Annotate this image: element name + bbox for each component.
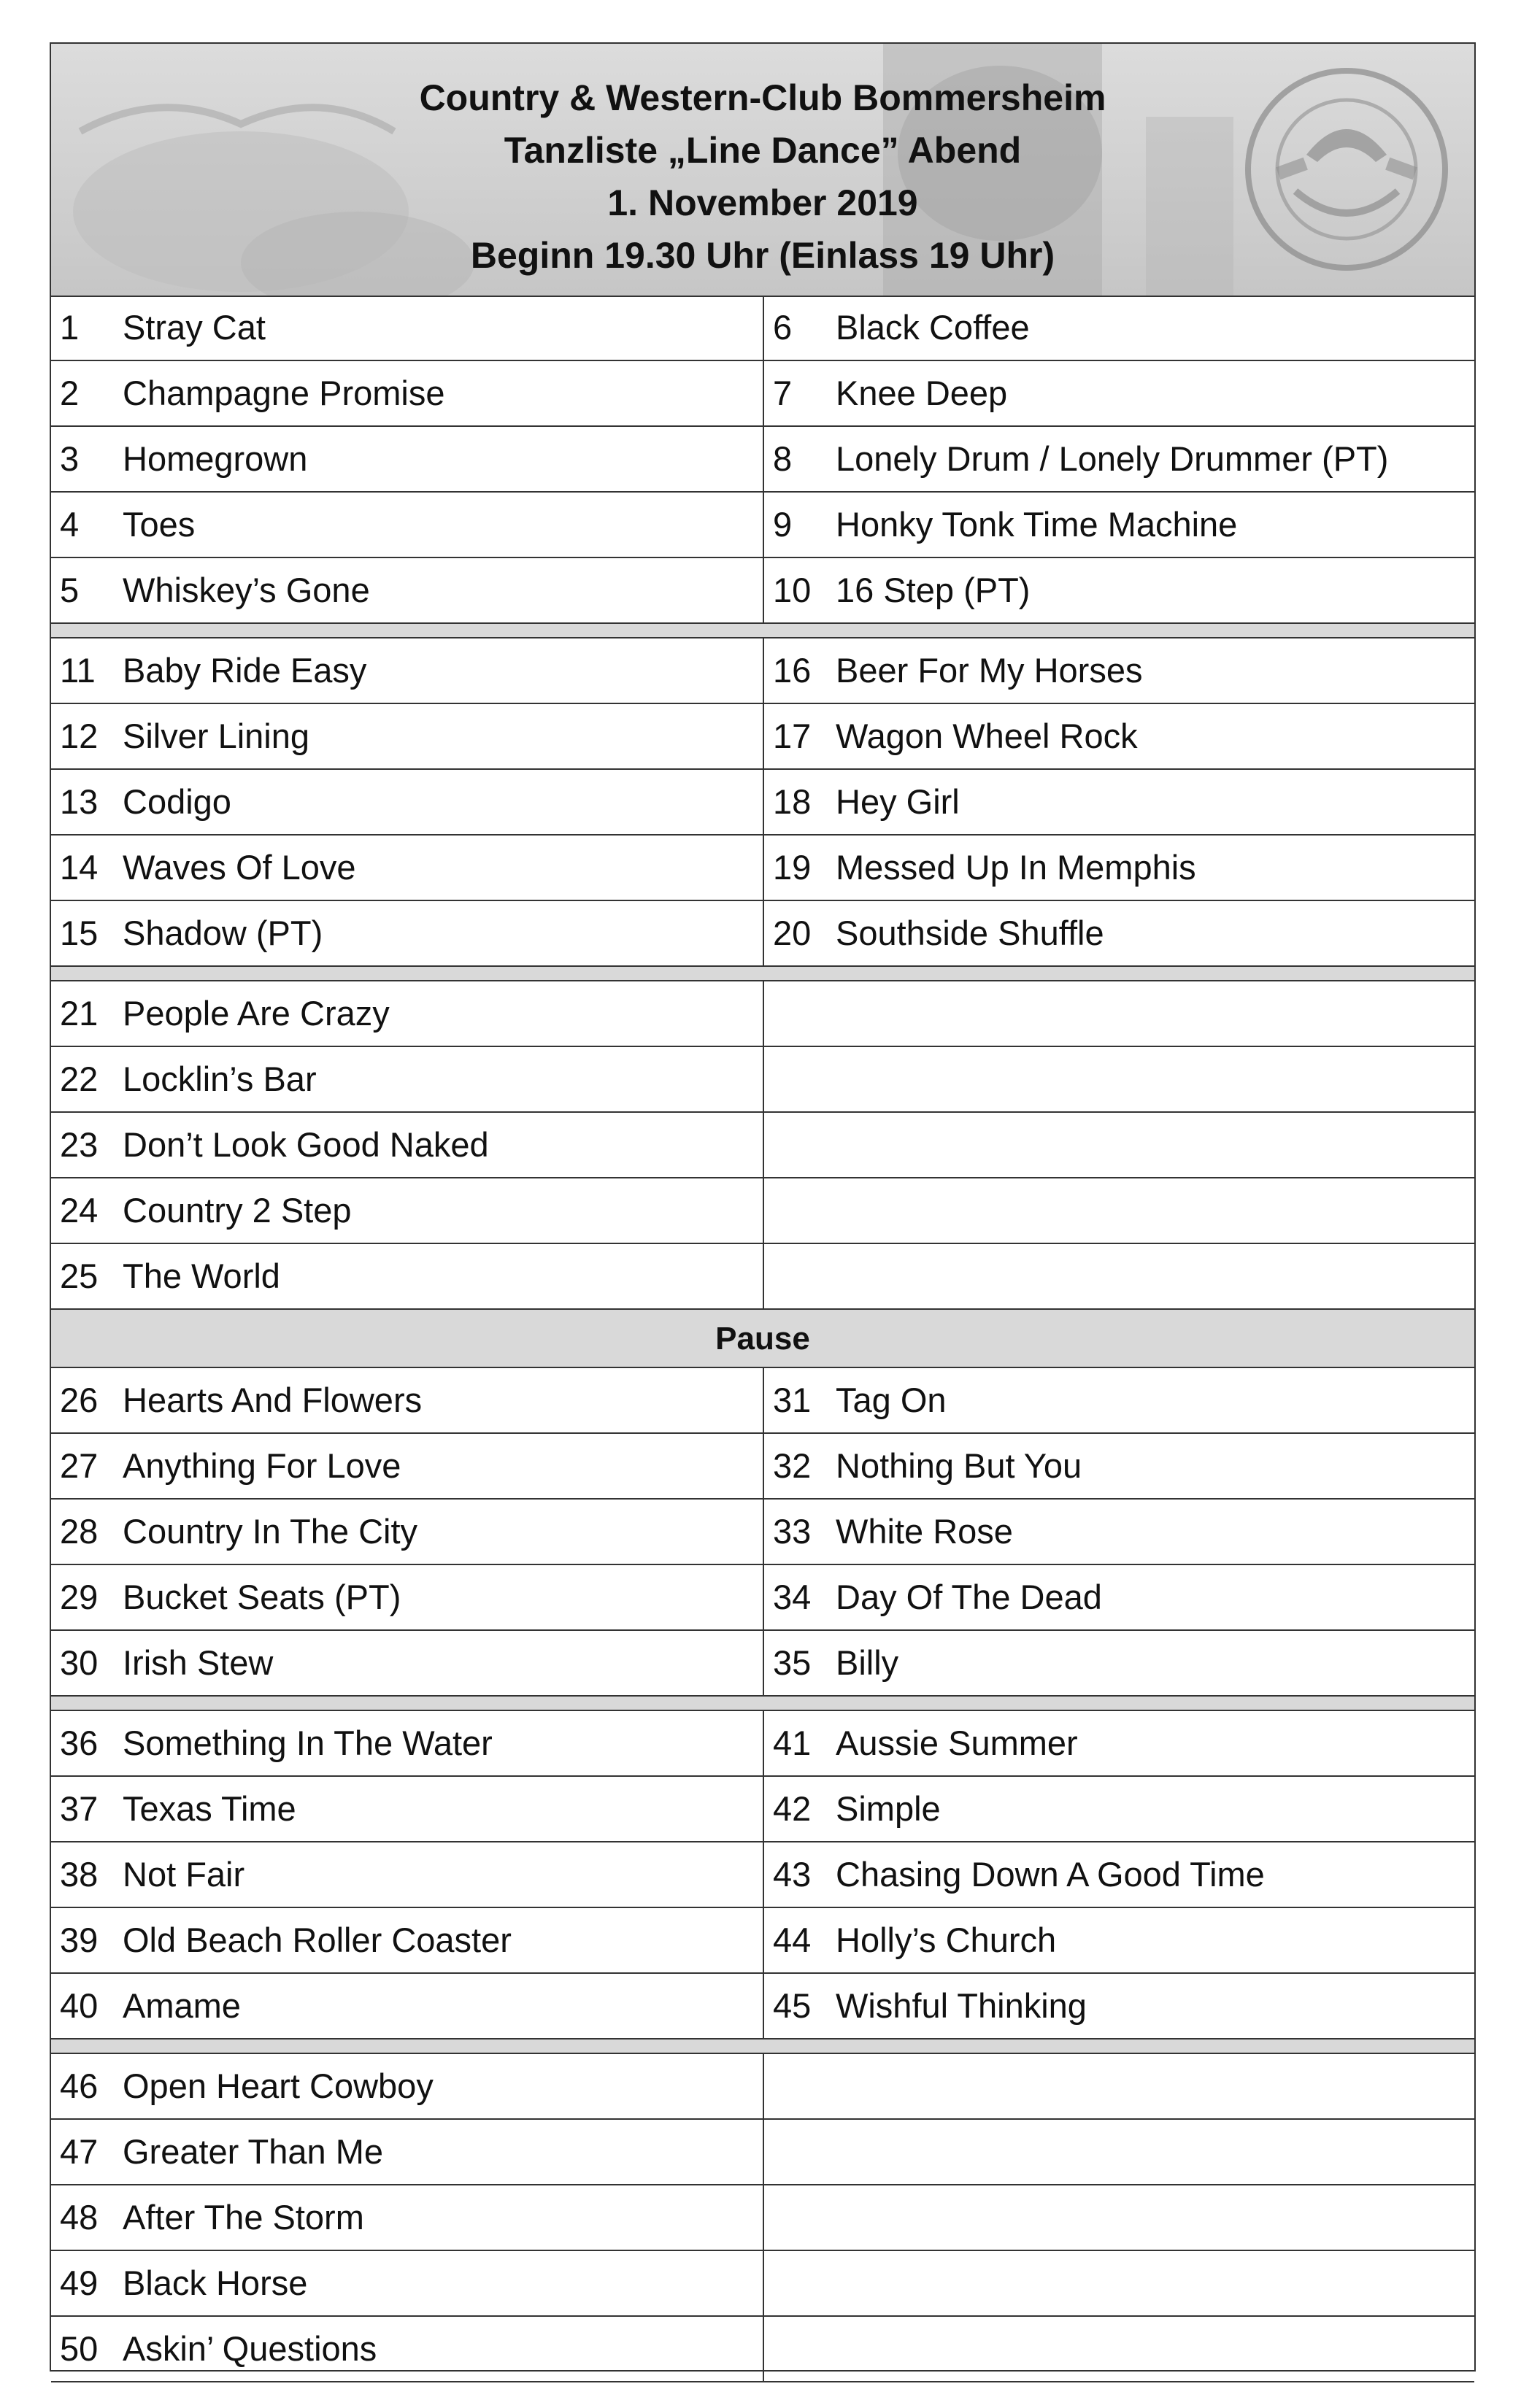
left-cell — [51, 427, 764, 491]
dance-title: Hey Girl — [836, 782, 960, 821]
left-cell — [51, 2120, 764, 2184]
dance-title: Anything For Love — [123, 1446, 401, 1485]
right-cell — [764, 1368, 1476, 1432]
dance-title: Shadow (PT) — [123, 914, 323, 952]
right-cell — [764, 2317, 1476, 2381]
dance-title: Locklin’s Bar — [123, 1060, 317, 1098]
left-cell — [51, 1178, 764, 1243]
table-row — [51, 2317, 1474, 2382]
dance-title: Don’t Look Good Naked — [123, 1125, 489, 1164]
right-cell — [764, 1047, 1476, 1111]
club-logo-icon — [1226, 60, 1467, 279]
dance-number: 43 — [773, 1855, 812, 1894]
dance-title: Waves Of Love — [123, 848, 356, 887]
dance-number: 15 — [60, 914, 99, 952]
dance-number: 32 — [773, 1446, 812, 1485]
dance-number: 24 — [60, 1191, 99, 1230]
pause-divider: Pause — [51, 1310, 1474, 1368]
dance-number: 6 — [773, 308, 793, 347]
right-cell — [764, 2185, 1476, 2250]
right-cell — [764, 1842, 1476, 1907]
table-row — [51, 493, 1474, 558]
dance-title: Messed Up In Memphis — [836, 848, 1196, 887]
table-row — [51, 704, 1474, 770]
dance-number: 1 — [60, 308, 80, 347]
left-cell — [51, 1368, 764, 1432]
dance-title: Codigo — [123, 782, 231, 821]
table-row — [51, 361, 1474, 427]
table-row — [51, 1434, 1474, 1500]
table-row — [51, 1244, 1474, 1310]
dance-number: 49 — [60, 2264, 99, 2302]
table-row — [51, 1565, 1474, 1631]
table-row — [51, 2185, 1474, 2251]
table-row — [51, 770, 1474, 836]
dance-number: 33 — [773, 1512, 812, 1551]
left-cell — [51, 1434, 764, 1498]
left-cell — [51, 558, 764, 622]
dance-title: Askin’ Questions — [123, 2329, 377, 2368]
dance-title: Something In The Water — [123, 1724, 493, 1762]
dance-title: Country 2 Step — [123, 1191, 352, 1230]
left-cell — [51, 836, 764, 900]
dance-number: 21 — [60, 994, 99, 1033]
dance-title: Black Horse — [123, 2264, 308, 2302]
dance-title: The World — [123, 1257, 280, 1295]
dance-number: 29 — [60, 1578, 99, 1616]
right-cell — [764, 1178, 1476, 1243]
header-banner — [51, 44, 1474, 297]
dance-title: Baby Ride Easy — [123, 651, 367, 690]
event-time: Beginn 19.30 Uhr (Einlass 19 Uhr) — [470, 235, 1055, 276]
dance-title: Silver Lining — [123, 717, 310, 755]
dance-number: 27 — [60, 1446, 99, 1485]
dance-number: 46 — [60, 2067, 99, 2105]
right-cell — [764, 2054, 1476, 2118]
left-cell — [51, 1711, 764, 1775]
dance-number: 40 — [60, 1986, 99, 2025]
right-cell — [764, 2120, 1476, 2184]
table-row — [51, 1631, 1474, 1697]
dance-number: 36 — [60, 1724, 99, 1762]
dance-number: 16 — [773, 651, 812, 690]
table-row — [51, 1368, 1474, 1434]
right-cell — [764, 901, 1476, 965]
dance-number: 25 — [60, 1257, 99, 1295]
dance-number: 45 — [773, 1986, 812, 2025]
left-cell — [51, 770, 764, 834]
dance-number: 12 — [60, 717, 99, 755]
dance-title: Hearts And Flowers — [123, 1381, 423, 1419]
left-cell — [51, 1565, 764, 1629]
block-separator — [51, 1697, 1474, 1711]
dance-title: Chasing Down A Good Time — [836, 1855, 1265, 1894]
dance-number: 13 — [60, 782, 99, 821]
dance-title: Knee Deep — [836, 374, 1008, 412]
right-cell — [764, 1908, 1476, 1972]
left-cell — [51, 1974, 764, 2038]
right-cell — [764, 2251, 1476, 2315]
table-row — [51, 1908, 1474, 1974]
right-cell — [764, 361, 1476, 425]
dance-number: 38 — [60, 1855, 99, 1894]
dance-number: 11 — [60, 651, 96, 690]
dance-number: 35 — [773, 1643, 812, 1682]
right-cell — [764, 1974, 1476, 2038]
dance-number: 14 — [60, 848, 99, 887]
right-cell — [764, 1777, 1476, 1841]
dance-number: 31 — [773, 1381, 812, 1419]
table-row — [51, 1500, 1474, 1565]
dance-title: Old Beach Roller Coaster — [123, 1921, 512, 1959]
left-cell — [51, 1244, 764, 1308]
table-row — [51, 1842, 1474, 1908]
event-date: 1. November 2019 — [607, 182, 918, 223]
table-row — [51, 296, 1474, 361]
dance-title: Tag On — [836, 1381, 947, 1419]
dance-title: Wagon Wheel Rock — [836, 717, 1138, 755]
dance-number: 30 — [60, 1643, 99, 1682]
table-row — [51, 2251, 1474, 2317]
dance-title: Not Fair — [123, 1855, 245, 1894]
dance-number: 37 — [60, 1789, 99, 1828]
block-separator — [51, 624, 1474, 638]
dance-title: Honky Tonk Time Machine — [836, 505, 1238, 544]
dance-title: Toes — [123, 505, 196, 544]
left-cell — [51, 1500, 764, 1564]
right-cell — [764, 770, 1476, 834]
table-row — [51, 2120, 1474, 2185]
right-cell — [764, 1113, 1476, 1177]
dance-number: 8 — [773, 439, 793, 478]
dance-number: 10 — [773, 571, 812, 609]
dance-number: 44 — [773, 1921, 812, 1959]
right-cell — [764, 704, 1476, 768]
left-cell — [51, 1631, 764, 1695]
right-cell — [764, 1711, 1476, 1775]
dance-number: 42 — [773, 1789, 812, 1828]
dance-number: 5 — [60, 571, 80, 609]
dance-number: 26 — [60, 1381, 99, 1419]
dance-number: 3 — [60, 439, 80, 478]
dance-title: People Are Crazy — [123, 994, 390, 1033]
dance-number: 41 — [773, 1724, 812, 1762]
table-row — [51, 1178, 1474, 1244]
dance-list-sheet — [50, 42, 1476, 2372]
dance-number: 28 — [60, 1512, 99, 1551]
dance-title: Simple — [836, 1789, 941, 1828]
left-cell — [51, 1842, 764, 1907]
table-row — [51, 638, 1474, 704]
left-cell — [51, 1047, 764, 1111]
table-row — [51, 1777, 1474, 1842]
dance-title: 16 Step (PT) — [836, 571, 1031, 609]
dance-title: Beer For My Horses — [836, 651, 1143, 690]
dance-title: Nothing But You — [836, 1446, 1082, 1485]
table-row — [51, 1047, 1474, 1113]
dance-title: Day Of The Dead — [836, 1578, 1102, 1616]
left-cell — [51, 704, 764, 768]
left-cell — [51, 1113, 764, 1177]
table-row — [51, 836, 1474, 901]
dance-number: 7 — [773, 374, 793, 412]
table-row — [51, 427, 1474, 493]
right-cell — [764, 296, 1476, 360]
dance-number: 18 — [773, 782, 812, 821]
dance-number: 4 — [60, 505, 80, 544]
dance-number: 9 — [773, 505, 793, 544]
table-row — [51, 1711, 1474, 1777]
dance-number: 34 — [773, 1578, 812, 1616]
dance-title: Irish Stew — [123, 1643, 274, 1682]
left-cell — [51, 2251, 764, 2315]
club-name: Country & Western-Club Bommersheim — [419, 77, 1106, 118]
dance-title: Lonely Drum / Lonely Drummer (PT) — [836, 439, 1389, 478]
left-cell — [51, 1777, 764, 1841]
right-cell — [764, 1500, 1476, 1564]
dance-title: Aussie Summer — [836, 1724, 1078, 1762]
dance-title: Open Heart Cowboy — [123, 2067, 434, 2105]
dance-number: 22 — [60, 1060, 99, 1098]
dance-title: Southside Shuffle — [836, 914, 1104, 952]
dance-title: Billy — [836, 1643, 899, 1682]
left-cell — [51, 1908, 764, 1972]
table-row — [51, 1113, 1474, 1178]
table-row — [51, 981, 1474, 1047]
block-separator — [51, 967, 1474, 981]
dance-title: White Rose — [836, 1512, 1013, 1551]
list-title: Tanzliste „Line Dance” Abend — [504, 130, 1022, 171]
left-cell — [51, 981, 764, 1046]
left-cell — [51, 2317, 764, 2381]
dance-number: 39 — [60, 1921, 99, 1959]
dance-number: 48 — [60, 2198, 99, 2237]
dance-title: Champagne Promise — [123, 374, 445, 412]
dance-number: 23 — [60, 1125, 99, 1164]
table-row — [51, 558, 1474, 624]
right-cell — [764, 638, 1476, 703]
dance-number: 50 — [60, 2329, 99, 2368]
right-cell — [764, 558, 1476, 622]
dance-title: Black Coffee — [836, 308, 1030, 347]
dance-number: 20 — [773, 914, 812, 952]
right-cell — [764, 493, 1476, 557]
table-row — [51, 1974, 1474, 2040]
dance-title: Whiskey’s Gone — [123, 571, 370, 609]
dance-title: Texas Time — [123, 1789, 296, 1828]
left-cell — [51, 638, 764, 703]
table-row — [51, 901, 1474, 967]
right-cell — [764, 427, 1476, 491]
dance-title: Bucket Seats (PT) — [123, 1578, 401, 1616]
table-row — [51, 2054, 1474, 2120]
block-separator — [51, 2040, 1474, 2054]
right-cell — [764, 1631, 1476, 1695]
dance-title: Country In The City — [123, 1512, 418, 1551]
left-cell — [51, 296, 764, 360]
dance-number: 19 — [773, 848, 812, 887]
left-cell — [51, 2054, 764, 2118]
dance-title: Stray Cat — [123, 308, 266, 347]
dance-title: After The Storm — [123, 2198, 364, 2237]
left-cell — [51, 901, 764, 965]
dance-title: Amame — [123, 1986, 241, 2025]
right-cell — [764, 836, 1476, 900]
right-cell — [764, 1434, 1476, 1498]
left-cell — [51, 361, 764, 425]
dance-title: Wishful Thinking — [836, 1986, 1087, 2025]
left-cell — [51, 2185, 764, 2250]
left-cell — [51, 493, 764, 557]
right-cell — [764, 981, 1476, 1046]
right-cell — [764, 1244, 1476, 1308]
dance-number: 47 — [60, 2132, 99, 2171]
right-cell — [764, 1565, 1476, 1629]
dance-title: Homegrown — [123, 439, 308, 478]
dance-number: 2 — [60, 374, 80, 412]
dance-number: 17 — [773, 717, 812, 755]
dance-title: Greater Than Me — [123, 2132, 384, 2171]
dance-title: Holly’s Church — [836, 1921, 1057, 1959]
